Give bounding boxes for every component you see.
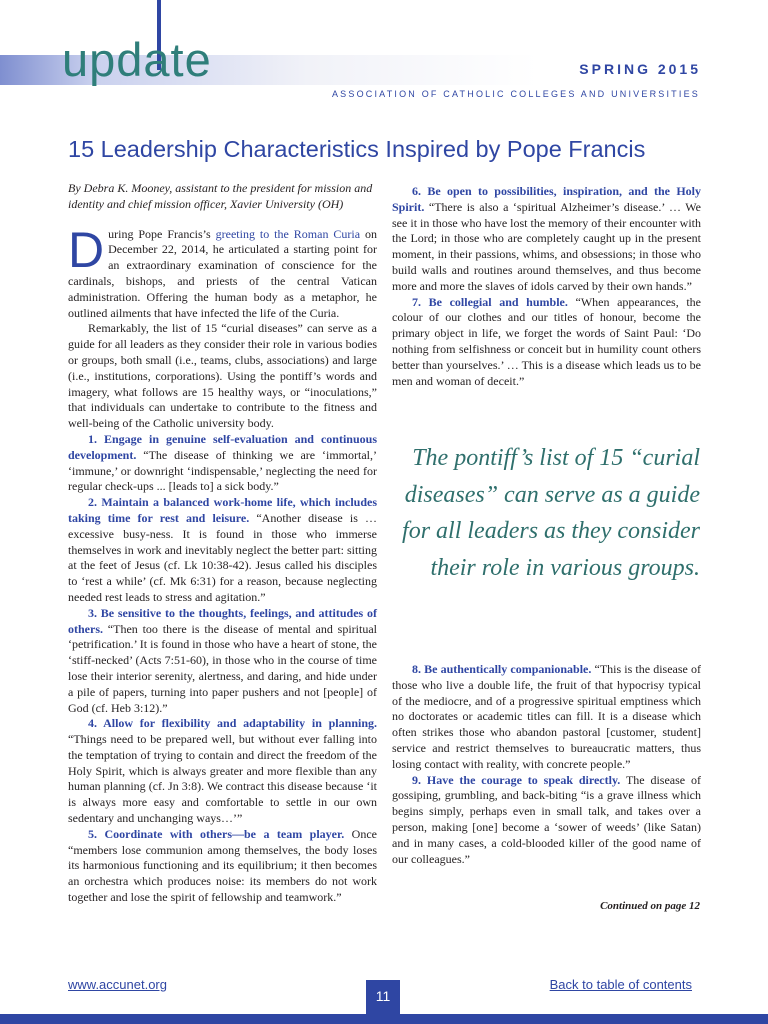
left-column <box>68 181 377 906</box>
list-item <box>392 295 701 390</box>
list-item <box>68 716 377 827</box>
item-text: “The disease of thinking we are ‘immortal,’ ‘immune,’ or downright ‘indispensable,’ neglecting the need for regular check-ups ... [leads to] a sick body.” <box>68 447 377 494</box>
list-item <box>68 827 377 906</box>
item-text: “When appearances, the colour of our clothes and our titles of honour, become the primary object in life, we forget the words of Saint Paul: ‘Do nothing from selfishness or conceit but in humility count others better than yourselves.’ … This is a disease which leads us to be men and woman of deceit.” <box>392 294 702 388</box>
article-headline: 15 Leadership Characteristics Inspired by Pope Francis <box>68 136 646 162</box>
roman-curia-link[interactable]: greeting to the Roman Curia <box>215 226 361 241</box>
item-heading: 3. Be sensitive to the thoughts, feelings, and attitudes of others. <box>68 605 377 636</box>
continued-note: Continued on page 12 <box>600 900 700 912</box>
list-item <box>68 606 377 717</box>
item-heading: 8. Be authentically companionable. <box>412 662 592 676</box>
intro-paragraph <box>68 221 378 322</box>
item-text: Once “members lose communion among themselves, the body loses its harmonious functioning and its equilibrium; it then becomes an orchestra which produces noise: its members do not work together and lose the spirit of fellowship and teamwork.” <box>68 826 377 905</box>
item-text: The disease of gossiping, grumbling, and back-biting “is a grave illness which begins simply, perhaps even in small talk, and takes over a person, making [one] become a ‘sower of weeds’ (like Satan) and in many cases, a cold-blooded killer of the good name of our colleagues.” <box>392 772 701 866</box>
item-heading: 2. Maintain a balanced work-home life, which includes taking time for rest and leisure. <box>68 495 377 525</box>
item-text: “Then too there is the disease of mental and spiritual ‘petrification.’ It is found in those who have a heart of stone, the ‘stiff-necked’ (Acts 7:51-60), in those who in the course of time lose their interior serenity, alertness, and daring, and hide under a pile of papers, turning into paper pushers and not [people] of God (cf. Heb 3:12).” <box>68 621 377 715</box>
paragraph: Remarkably, the list of 15 “curial diseases” can serve as a guide for all leaders as they consider their role in various bodies or groups, both small (i.e., teams, clubs, associations) and large (i.e., institutions, corporations). Using the pontiff’s words and imagery, what follows are 15 healthy ways, or “inoculations,” that individuals can undertake to contribute to the fitness and well-being of the Catholic university body. <box>68 321 377 431</box>
drop-cap: D <box>68 221 105 278</box>
list-item <box>68 432 377 495</box>
right-column-top <box>392 184 701 389</box>
item-text: “There is also a ‘spiritual Alzheimer’s disease.’ … We see it in those who have lost the memory of their encounter with the Lord; in those who are completely caught up in the present moment, in their passions, whims, and obsessions; in those who build walls and routines around themselves, and thus become more and more the slaves of idols carved by their own hands.” <box>392 199 701 293</box>
item-heading: 1. Engage in genuine self-evaluation and continuous development. <box>68 431 377 462</box>
intro-text-b: on December 22, 2014, he articulated a starting point for an extraordinary examination of conscience for the cardinals, bishops, and priests of the central Vatican administration. Offering the human body as a metaphor, he outlined ailments that have infected the life of the Curia. <box>68 226 378 320</box>
list-item <box>392 662 701 773</box>
item-heading: 7. Be collegial and humble. <box>412 294 568 309</box>
list-item <box>68 495 377 606</box>
byline: By Debra K. Mooney, assistant to the president for mission and identity and chief mission officer, Xavier University (OH) <box>68 181 373 211</box>
item-heading: 9. Have the courage to speak directly. <box>412 772 621 787</box>
item-text: “Another disease is … excessive busy-ness. It is found in those who immerse themselves in work and inevitably neglect the better part: sitting at the feet of Jesus (cf. Lk 10:38-42). Jesus called his disciples to ‘rest a while’ (cf. Mk 6:31) for a reason, because neglecting needed rest leads to stress and agitation.” <box>68 510 377 604</box>
item-text: “Things need to be prepared well, but without ever falling into the temptation of trying to contain and direct the freedom of the Holy Spirit, which is always greater and more flexible than any human planning (cf. Jn 3:8). We contract this disease because ‘it is always more easy and comfortable to settle in our own sedentary and unchanging ways…’” <box>68 732 377 826</box>
back-to-contents-link[interactable]: Back to table of contents <box>549 977 692 992</box>
website-link[interactable]: www.accunet.org <box>68 977 167 992</box>
association-name: ASSOCIATION OF CATHOLIC COLLEGES AND UNIVERSITIES <box>331 89 700 99</box>
item-heading: 5. Coordinate with others—be a team player. <box>88 826 345 841</box>
list-item <box>392 184 701 295</box>
right-column-bottom <box>392 662 701 867</box>
item-heading: 4. Allow for flexibility and adaptability in planning. <box>88 716 377 731</box>
pull-quote: The pontiff’s list of 15 “curial diseases” can serve as a guide for all leaders as they consider their role in various groups. <box>402 445 700 581</box>
list-item <box>392 773 701 868</box>
page-number: 11 <box>366 980 400 1024</box>
intro-text-a: uring Pope Francis’s <box>108 226 216 241</box>
item-text: “This is the disease of those who live a double life, the fruit of that hypocrisy typical of the mediocre, and of a progressive spiritual emptiness which no doctorates or academic titles can fill. It is a disease which often strikes those who abandon pastoral [customer, student] service and restrict themselves to bureaucratic matters, thus losing contact with reality, with concrete people.” <box>392 662 701 771</box>
item-heading: 6. Be open to possibilities, inspiration, and the Holy Spirit. <box>392 184 701 214</box>
issue-season: SPRING 2015 <box>579 61 701 77</box>
masthead-title: update <box>62 33 212 86</box>
